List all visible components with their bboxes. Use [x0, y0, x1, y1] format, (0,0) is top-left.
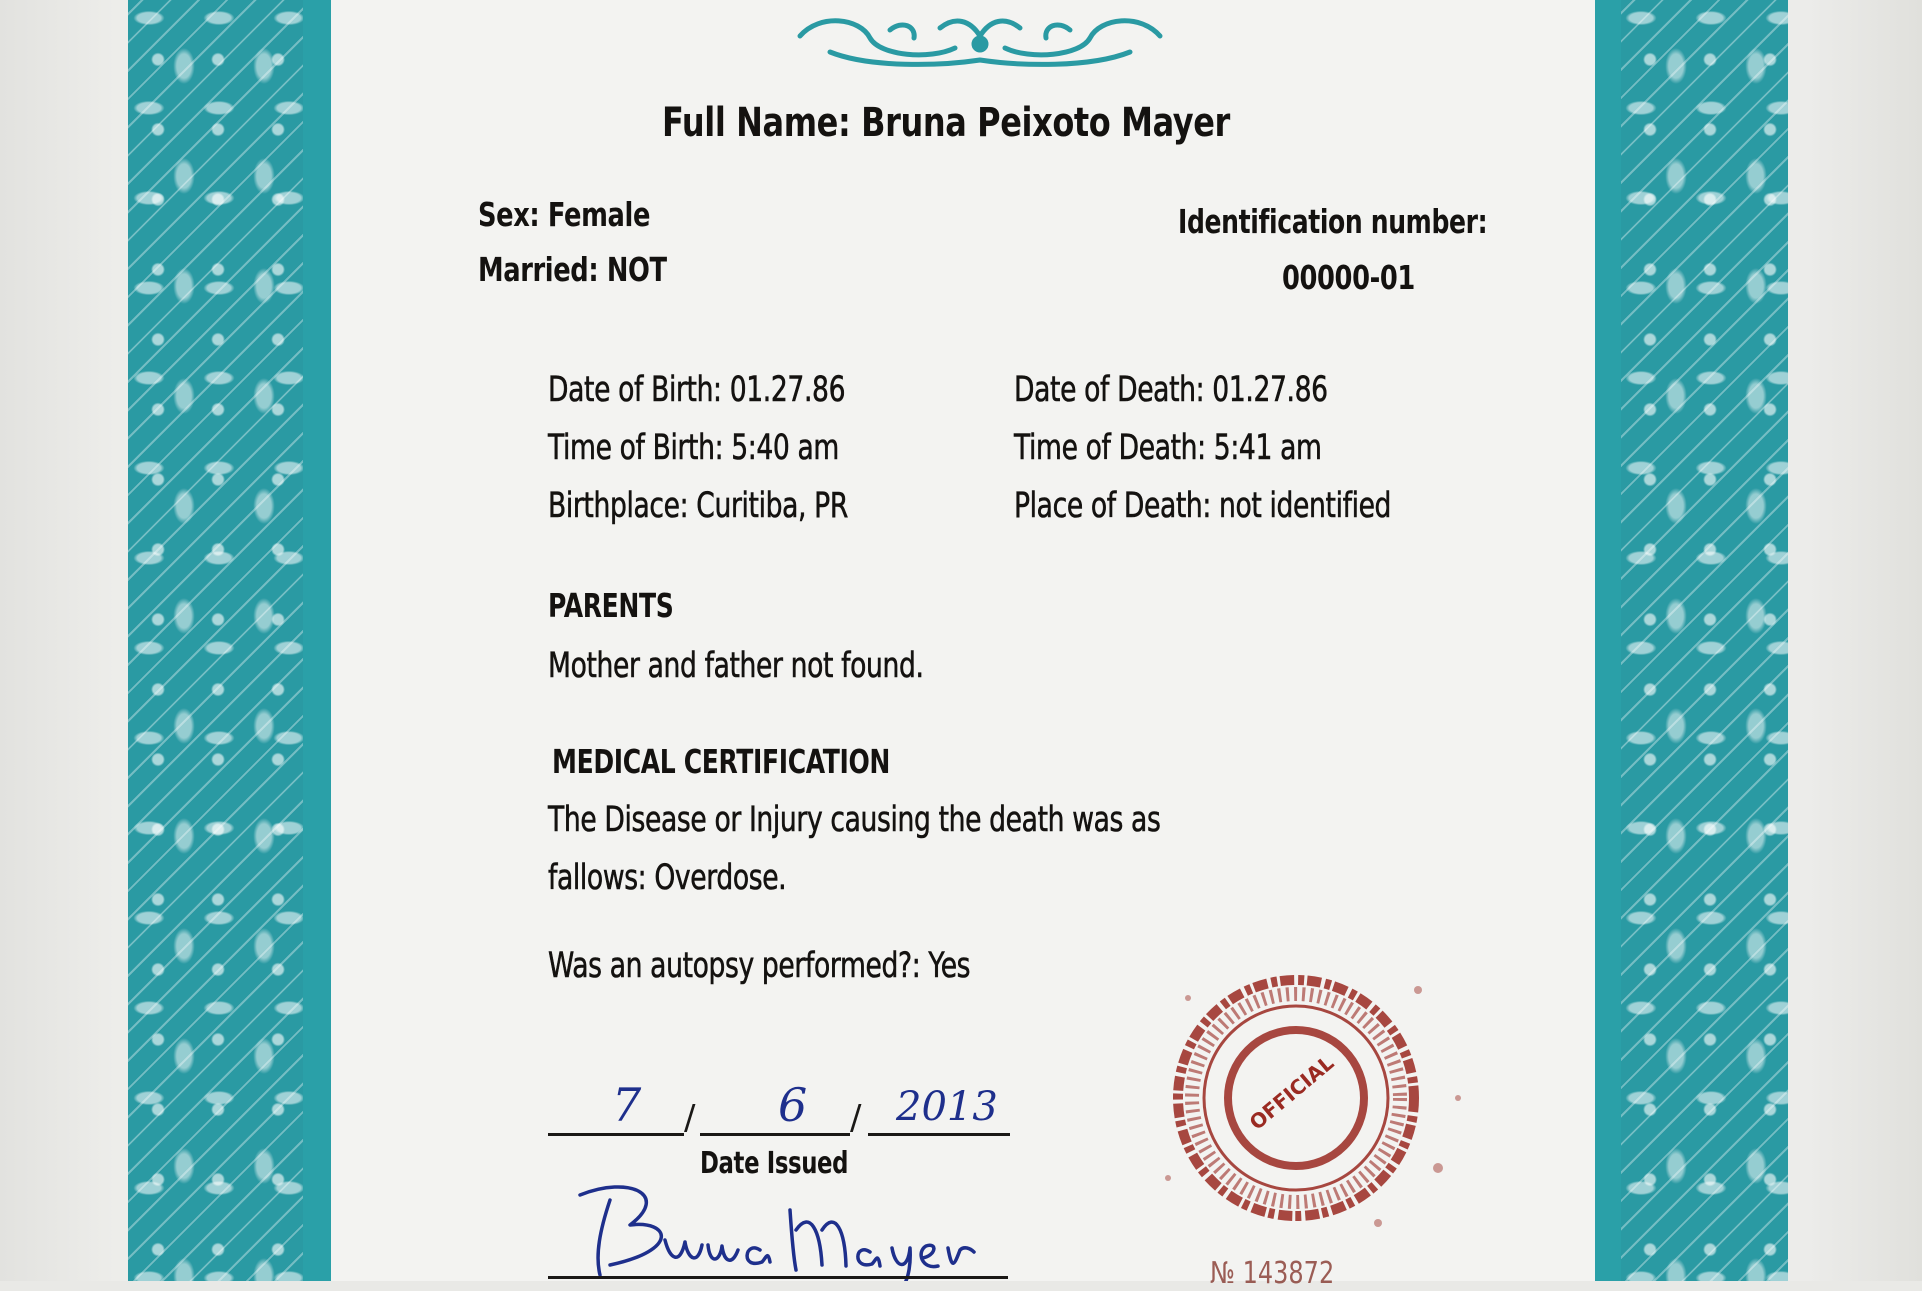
married-field: Married: NOT [478, 250, 667, 289]
date-separator: / [850, 1098, 862, 1138]
date-of-birth: Date of Birth: 01.27.86 [548, 370, 846, 410]
official-stamp [1128, 948, 1488, 1248]
identification-number-label: Identification number: [1178, 202, 1488, 241]
place-of-death: Place of Death: not identified [1014, 486, 1392, 526]
date-day-line [700, 1133, 850, 1136]
issued-day: 6 [778, 1078, 808, 1132]
medical-cause-line-1: The Disease or Injury causing the death was as [548, 800, 1161, 840]
birthplace: Birthplace: Curitiba, PR [548, 486, 848, 526]
handwritten-signature [570, 1170, 990, 1281]
date-separator: / [684, 1098, 696, 1138]
stamp-serial-number: № 143872 [1210, 1256, 1335, 1291]
medical-cause-line-2: fallows: Overdose. [548, 858, 787, 898]
right-inner-band [1595, 0, 1621, 1281]
stamp-official-text: OFFICIAL [1244, 1050, 1339, 1135]
time-of-death: Time of Death: 5:41 am [1014, 428, 1322, 468]
date-of-death: Date of Death: 01.27.86 [1014, 370, 1328, 410]
identification-number-value: 00000-01 [1282, 258, 1415, 297]
issued-year: 2013 [896, 1084, 998, 1130]
full-name: Full Name: Bruna Peixoto Mayer [662, 100, 1230, 146]
date-issued-label: Date Issued [700, 1146, 849, 1181]
date-year-line [868, 1133, 1010, 1136]
parents-heading: PARENTS [548, 586, 674, 625]
signature-line [548, 1276, 1008, 1279]
sex-field: Sex: Female [478, 195, 651, 234]
date-month-line [548, 1133, 684, 1136]
medical-certification-heading: MEDICAL CERTIFICATION [552, 742, 891, 781]
issued-month: 7 [612, 1078, 642, 1132]
autopsy-question: Was an autopsy performed?: Yes [548, 946, 971, 986]
parents-text: Mother and father not found. [548, 646, 924, 686]
left-ornamental-border [128, 0, 303, 1281]
left-inner-band [303, 0, 331, 1281]
time-of-birth: Time of Birth: 5:40 am [548, 428, 839, 468]
top-flourish-ornament [790, 8, 1170, 74]
right-ornamental-border [1620, 0, 1788, 1281]
